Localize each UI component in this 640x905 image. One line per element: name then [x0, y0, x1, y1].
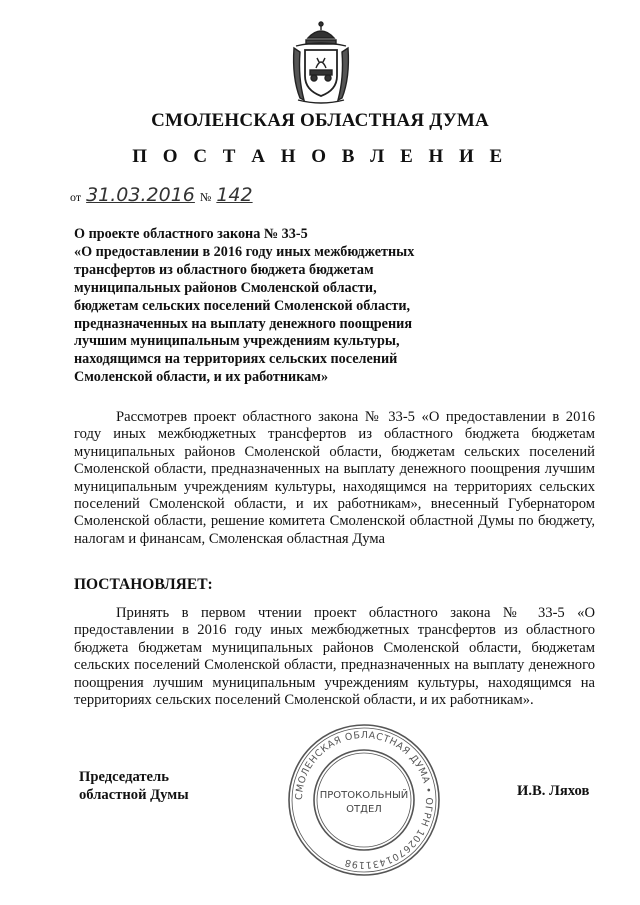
subject-line: Смоленской области, и их работникам» — [74, 369, 329, 386]
subject-line: предназначенных на выплату денежного поощрения — [74, 315, 413, 332]
date-from-label: от — [70, 190, 82, 204]
official-seal — [284, 720, 444, 880]
seal-inner-line: ОТДЕЛ — [346, 804, 382, 815]
seal-inner-line: ПРОТОКОЛЬНЫЙ — [319, 790, 409, 801]
subject-line: бюджетам сельских поселений Смоленской области, — [74, 297, 411, 314]
resolves-heading: ПОСТАНОВЛЯЕТ: — [74, 576, 213, 593]
signatory-title — [79, 768, 189, 804]
subject-line: трансфертов из областного бюджета бюджетам — [74, 261, 374, 278]
organization-title: СМОЛЕНСКАЯ ОБЛАСТНАЯ ДУМА — [151, 110, 489, 131]
subject-line: лучшим муниципальным учреждениям культуры, — [74, 333, 400, 350]
handwritten-number: 142 — [216, 184, 253, 206]
number-label: № — [199, 190, 212, 204]
dateline — [68, 184, 253, 206]
subject-line: О проекте областного закона № 33-5 — [74, 226, 308, 242]
resolution-paragraph — [74, 605, 595, 709]
coat-of-arms-emblem — [286, 18, 356, 104]
subject-line: находящимся на территориях сельских поселений — [74, 351, 398, 368]
signatory-title-line: Председатель — [79, 769, 169, 785]
document-type-heading: П О С Т А Н О В Л Е Н И Е — [132, 146, 508, 167]
preamble-paragraph — [74, 409, 595, 548]
signatory-name: И.В. Ляхов — [517, 783, 590, 799]
resolution-text: Принять в первом чтении проект областного закона № 33-5 «О предоставлении в 2016 году иных межбюджетных трансфертов из областного бюджета бюджетам муниципальных районов Смоленской области, бюджетам сельских поселений Смоленской области, предназначенных на выплату денежного поощрения лучшим муниципальным учреждениям культуры, находящимся на территориях сельских поселений Смоленской области, и их работникам». — [74, 605, 595, 709]
preamble-text: Рассмотрев проект областного закона № 33-5 «О предоставлении в 2016 году иных межбюджетных трансфертов из областного бюджета бюджетам муниципальных районов Смоленской области, бюджетам сельских поселений Смоленской области, предназначенных на выплату денежного поощрения лучшим муниципальным учреждениям культуры, находящимся на территориях сельских поселений Смоленской области, и их работникам», внесенный Губернатором Смоленской области, решение комитета Смоленской областной Думы по бюджету, налогам и финансам, Смоленская областная Дума — [74, 409, 595, 547]
subject-line: муниципальных районов Смоленской области, — [74, 279, 377, 296]
handwritten-date: 31.03.2016 — [86, 184, 195, 206]
signatory-title-line: областной Думы — [79, 787, 189, 803]
subject-line: «О предоставлении в 2016 году иных межбюджетных — [74, 243, 415, 260]
seal-ring-text: СМОЛЕНСКАЯ ОБЛАСТНАЯ ДУМА • ОГРН 1026701431198 — [293, 729, 435, 871]
subject-block — [74, 226, 454, 387]
